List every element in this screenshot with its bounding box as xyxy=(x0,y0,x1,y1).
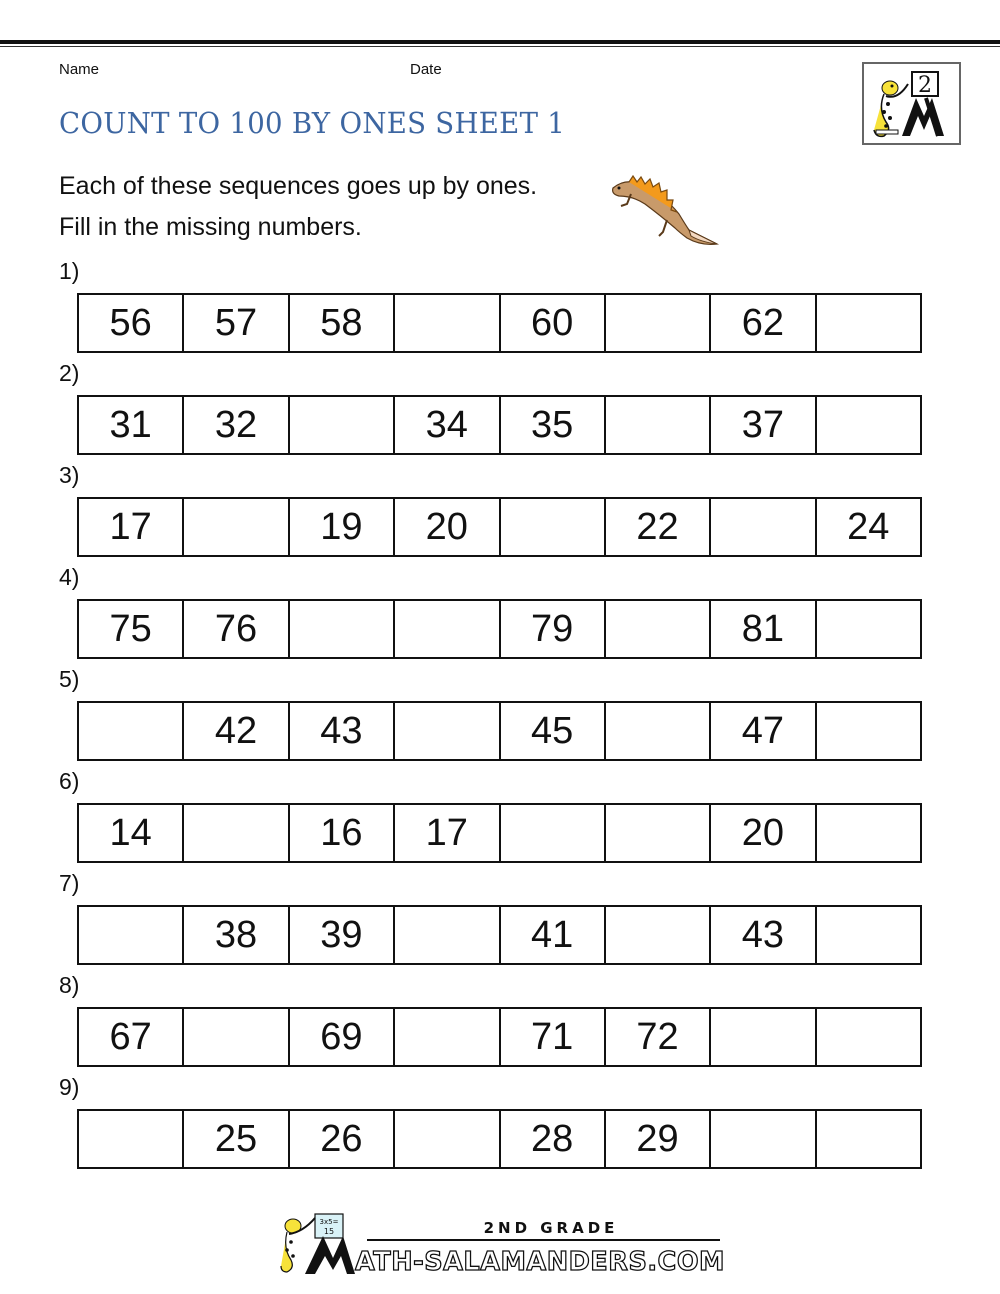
sequence-cell: 34 xyxy=(395,397,500,453)
question-number: 5) xyxy=(59,666,80,692)
sequence-cell: 20 xyxy=(395,499,500,555)
answer-blank[interactable] xyxy=(184,805,289,861)
answer-blank[interactable] xyxy=(606,295,711,351)
question-number: 3) xyxy=(59,462,80,488)
sequence-cell: 35 xyxy=(501,397,606,453)
answer-blank[interactable] xyxy=(606,805,711,861)
sequence-cell: 41 xyxy=(501,907,606,963)
sequence-cell: 24 xyxy=(847,505,890,548)
sequence-cell: 16 xyxy=(290,805,395,861)
question-number: 4) xyxy=(59,564,80,590)
answer-blank[interactable] xyxy=(606,601,711,657)
page-title: COUNT TO 100 BY ONES SHEET 1 xyxy=(59,106,566,140)
sequence-cell: 69 xyxy=(290,1009,395,1065)
sequence-cell: 19 xyxy=(290,499,395,555)
answer-blank[interactable] xyxy=(184,1009,289,1065)
sequence-cell: 47 xyxy=(711,703,816,759)
svg-text:2: 2 xyxy=(918,73,932,98)
sequence-cell: 58 xyxy=(290,295,395,351)
question-number: 7) xyxy=(59,870,80,896)
svg-text:15: 15 xyxy=(323,1227,335,1236)
sequence-cell: 39 xyxy=(290,907,395,963)
sequence-cell: 22 xyxy=(606,499,711,555)
sequence-cell: 79 xyxy=(501,601,606,657)
answer-blank[interactable] xyxy=(817,805,920,861)
answer-blank[interactable] xyxy=(395,907,500,963)
answer-blank[interactable] xyxy=(711,499,816,555)
answer-blank[interactable] xyxy=(817,1111,920,1167)
sequence-cell: 76 xyxy=(184,601,289,657)
sequence-cell: 43 xyxy=(711,907,816,963)
sequence-row-2 xyxy=(77,395,922,455)
sequence-row-7 xyxy=(77,905,922,965)
answer-blank[interactable] xyxy=(79,703,184,759)
sequence-cell: 20 xyxy=(711,805,816,861)
answer-blank[interactable] xyxy=(606,397,711,453)
answer-blank[interactable] xyxy=(817,601,920,657)
sequence-cell: 14 xyxy=(79,805,184,861)
answer-blank[interactable] xyxy=(395,1111,500,1167)
sequence-cell: 28 xyxy=(501,1111,606,1167)
sequence-cell: 57 xyxy=(184,295,289,351)
answer-blank[interactable] xyxy=(817,1009,920,1065)
sequence-cell: 31 xyxy=(79,397,184,453)
sequence-cell: 38 xyxy=(184,907,289,963)
answer-blank[interactable] xyxy=(606,907,711,963)
answer-blank[interactable] xyxy=(817,703,920,759)
sequence-cell: 60 xyxy=(501,295,606,351)
question-number: 9) xyxy=(59,1074,80,1100)
answer-blank[interactable] xyxy=(184,499,289,555)
sequence-row-4 xyxy=(77,599,922,659)
sequence-row-1 xyxy=(77,293,922,353)
svg-text:ATH-SALAMANDERS.COM: ATH-SALAMANDERS.COM xyxy=(355,1247,725,1277)
sequence-cell: 17 xyxy=(395,805,500,861)
question-number: 1) xyxy=(59,258,80,284)
sequence-cell: 17 xyxy=(79,499,184,555)
answer-blank[interactable] xyxy=(606,703,711,759)
answer-blank[interactable] xyxy=(817,295,920,351)
sequence-cell: 75 xyxy=(79,601,184,657)
sequence-cell: 62 xyxy=(711,295,816,351)
sequence-cell: 37 xyxy=(711,397,816,453)
instruction-line-2: Fill in the missing numbers. xyxy=(59,213,362,241)
date-label: Date xyxy=(410,61,442,78)
sequence-cell: 26 xyxy=(290,1111,395,1167)
sequence-cell: 81 xyxy=(711,601,816,657)
sequence-cell: 42 xyxy=(184,703,289,759)
answer-blank[interactable] xyxy=(395,295,500,351)
svg-text:3x5=: 3x5= xyxy=(319,1218,339,1226)
question-number: 8) xyxy=(59,972,80,998)
question-number: 6) xyxy=(59,768,80,794)
sequence-row-6 xyxy=(77,803,922,863)
sequence-cell: 29 xyxy=(606,1111,711,1167)
answer-blank[interactable] xyxy=(79,907,184,963)
answer-blank[interactable] xyxy=(79,1111,184,1167)
name-label: Name xyxy=(59,61,100,78)
answer-blank[interactable] xyxy=(395,601,500,657)
instruction-line-1: Each of these sequences goes up by ones. xyxy=(59,172,538,200)
math-salamanders-logo-icon xyxy=(275,1210,735,1280)
answer-blank[interactable] xyxy=(817,907,920,963)
answer-blank[interactable] xyxy=(711,1111,816,1167)
sequence-cell: 45 xyxy=(501,703,606,759)
answer-blank[interactable] xyxy=(395,1009,500,1065)
top-rule-thin xyxy=(0,46,1000,47)
answer-blank[interactable] xyxy=(501,499,606,555)
sequence-cell: 71 xyxy=(501,1009,606,1065)
answer-blank[interactable] xyxy=(711,1009,816,1065)
answer-blank[interactable] xyxy=(290,601,395,657)
sequence-cell: 25 xyxy=(184,1111,289,1167)
answer-blank[interactable] xyxy=(817,397,920,453)
answer-blank[interactable] xyxy=(290,397,395,453)
answer-blank[interactable] xyxy=(501,805,606,861)
question-number: 2) xyxy=(59,360,80,386)
sequence-cell: 72 xyxy=(606,1009,711,1065)
sequence-cell: 56 xyxy=(79,295,184,351)
sequence-row-3 xyxy=(77,497,922,557)
svg-text:2ND GRADE: 2ND GRADE xyxy=(483,1219,619,1237)
sequence-cell: 43 xyxy=(290,703,395,759)
answer-blank[interactable] xyxy=(395,703,500,759)
salamander-logo-icon xyxy=(862,62,961,145)
newt-illustration-icon xyxy=(605,172,720,252)
sequence-cell: 67 xyxy=(79,1009,184,1065)
top-rule-thick xyxy=(0,40,1000,44)
sequence-row-9 xyxy=(77,1109,922,1169)
sequence-row-8 xyxy=(77,1007,922,1067)
sequence-row-5 xyxy=(77,701,922,761)
sequence-cell: 32 xyxy=(184,397,289,453)
